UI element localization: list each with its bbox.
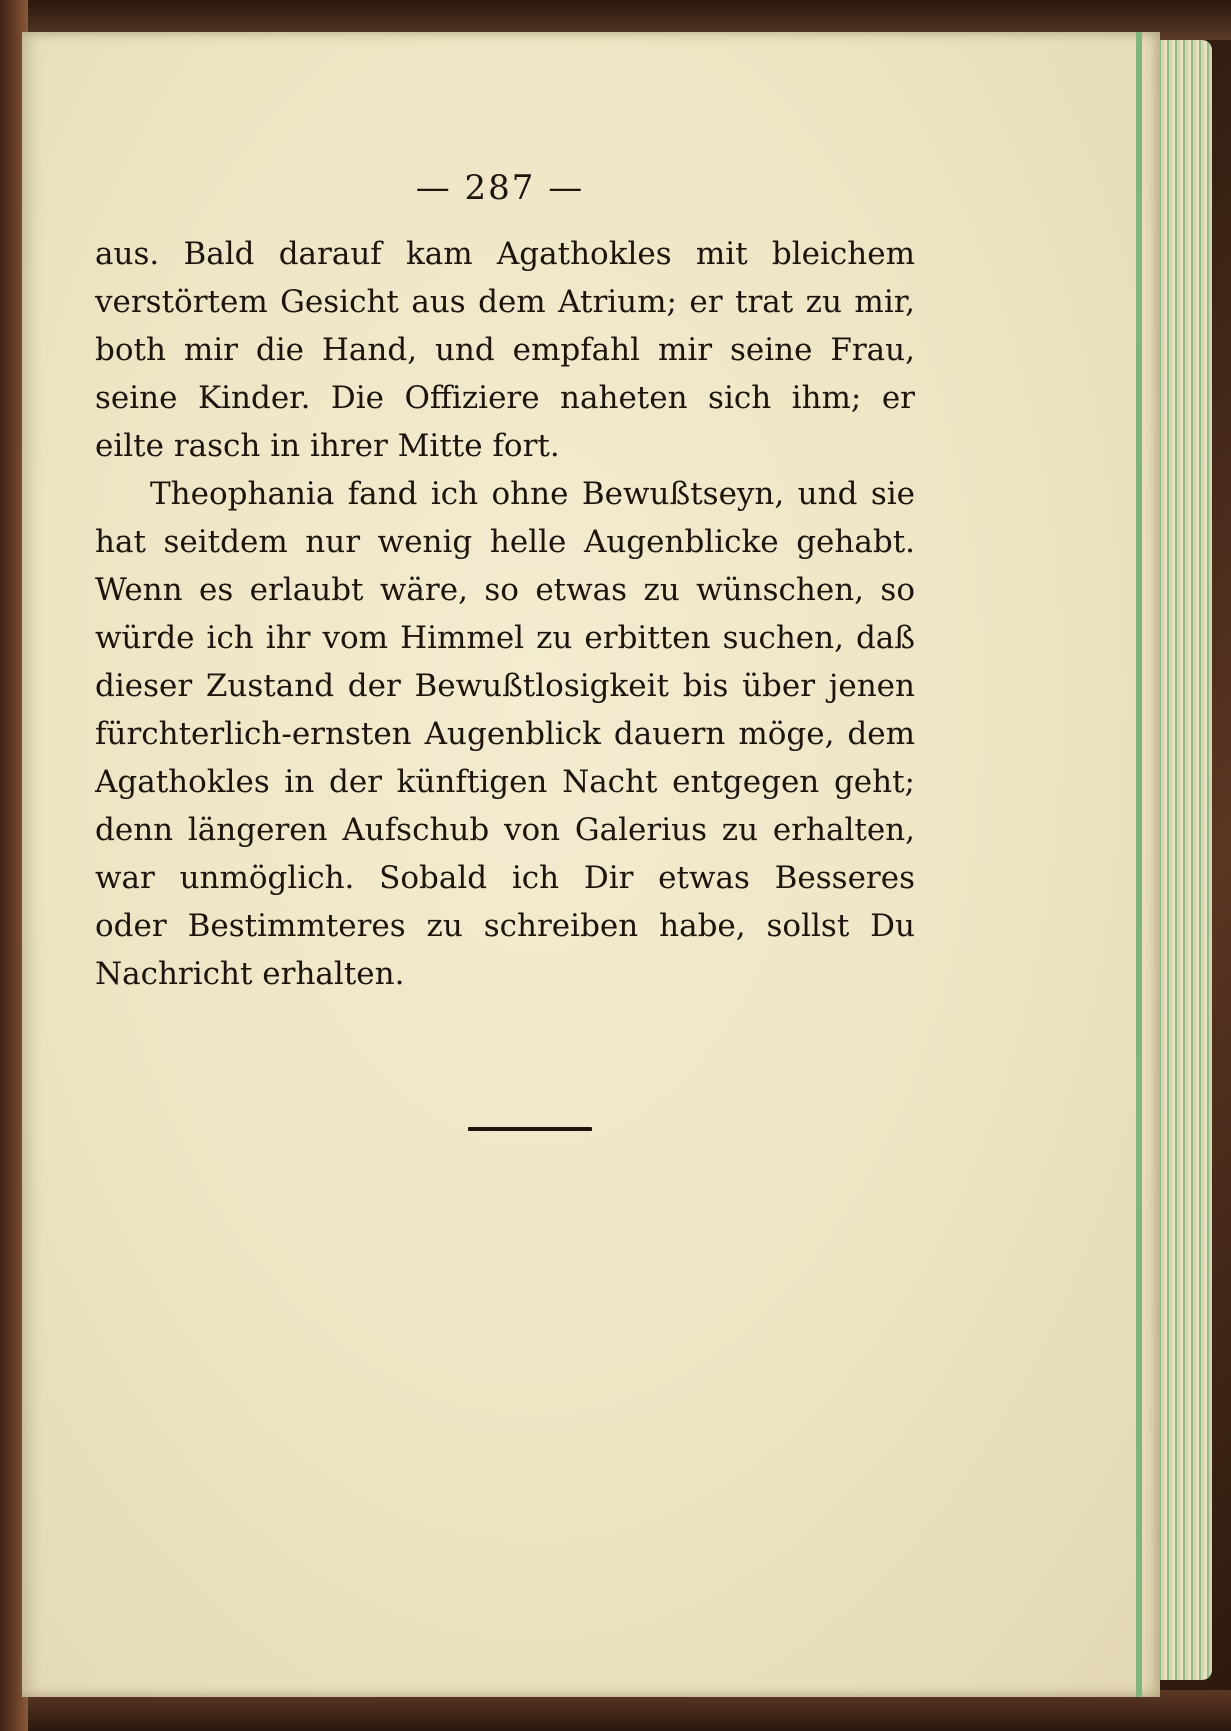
text-line: war unmöglich. Sobald ich Dir etwas Besseres: [95, 860, 915, 896]
text-line: fürchterlich-ernsten Augenblick dauern möge, dem: [95, 716, 915, 752]
text-line: hat seitdem nur wenig helle Augenblicke gehabt.: [95, 524, 915, 560]
text-line: Agathokles in der künftigen Nacht entgegen geht;: [95, 764, 915, 800]
page-number-header: — 287 —: [415, 168, 585, 208]
page-green-edge: [1136, 32, 1142, 1697]
text-line: oder Bestimmteres zu schreiben habe, sollst Du: [95, 908, 915, 944]
text-line: verstörtem Gesicht aus dem Atrium; er trat zu mir,: [95, 284, 915, 320]
text-line: denn längeren Aufschub von Galerius zu erhalten,: [95, 812, 915, 848]
text-line: Wenn es erlaubt wäre, so etwas zu wünschen, so: [95, 572, 915, 608]
text-line: Nachricht erhalten.: [95, 956, 405, 992]
text-line: eilte rasch in ihrer Mitte fort.: [95, 428, 560, 464]
text-line: würde ich ihr vom Himmel zu erbitten suchen, daß: [95, 620, 915, 656]
text-line: seine Kinder. Die Offiziere naheten sich ihm; er: [95, 380, 915, 416]
text-line: Theophania fand ich ohne Bewußtseyn, und sie: [150, 476, 915, 512]
text-line: aus. Bald darauf kam Agathokles mit bleichem: [95, 236, 915, 272]
section-end-rule: [468, 1127, 592, 1131]
text-line: dieser Zustand der Bewußtlosigkeit bis über jenen: [95, 668, 915, 704]
text-line: both mir die Hand, und empfahl mir seine Frau,: [95, 332, 915, 368]
